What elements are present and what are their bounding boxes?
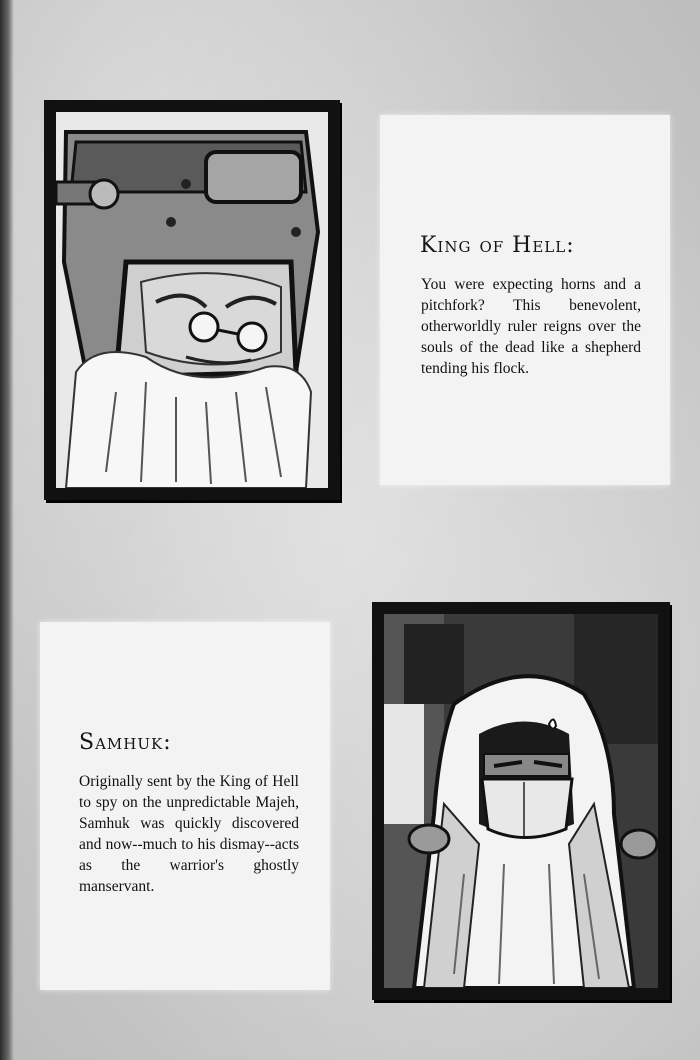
samhuk-title: Samhuk: bbox=[79, 730, 172, 755]
king-of-hell-title: King of Hell: bbox=[420, 233, 575, 258]
samhuk-description: Originally sent by the King of Hell to spy on the unpredictable Majeh, Samhuk was quickly discovered and now--much to his dismay--acts as the warrior's ghostly manservant. bbox=[79, 773, 299, 895]
king-of-hell-portrait-panel bbox=[44, 100, 340, 500]
bearded-king-portrait-icon bbox=[56, 112, 328, 488]
samhuk-portrait-panel bbox=[372, 602, 670, 1000]
king-of-hell-description: You were expecting horns and a pitchfork? This benevolent, otherworldly ruler reigns over the souls of the dead like a shepherd tending his flock. bbox=[421, 276, 641, 377]
hooded-masked-figure-portrait-icon bbox=[384, 614, 658, 988]
page-binding-edge bbox=[0, 0, 14, 1060]
